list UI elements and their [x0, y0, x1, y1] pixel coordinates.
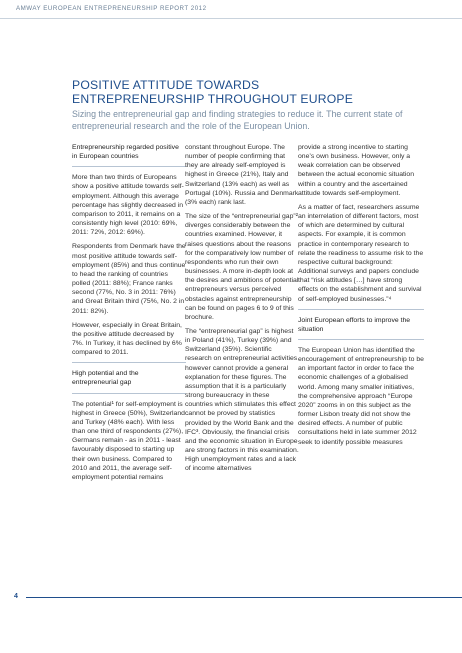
subheading-divider [72, 166, 186, 167]
text-column-2 [185, 143, 299, 478]
text-column-1 [72, 143, 186, 487]
paragraph: The size of the “entrepreneurial gap”² diverges considerably between the countries examined. However, it raises questions about the reasons for the comparatively low number of respondents who run their own businesses. A more in-depth look at the desires and ambitions of potential entrepreneurs versus perceived obstacles against entrepreneurship can be found on pages 6 to 9 of this brochure. [185, 213, 299, 321]
text-column-3 [298, 143, 424, 452]
paragraph: provide a strong incentive to starting one’s own business. However, only a weak correlation can be observed between the actual economic situation within a country and the ascertained attitude towards self-employment. [298, 144, 415, 197]
header-divider [0, 18, 462, 19]
paragraph: More than two thirds of Europeans show a positive attitude towards self-employment. Although this average percentage has slightly decreased in comparison to 2011, it remains on a consistently high level (2010: 69%, 2011: 72%, 2012: 69%). [72, 174, 184, 237]
footer-divider [26, 597, 462, 598]
title-line-2: ENTREPRENEURSHIP THROUGHOUT EUROPE [72, 91, 354, 106]
title-line-1: POSITIVE ATTITUDE TOWARDS [72, 78, 260, 92]
section-divider [72, 362, 186, 363]
paragraph: The potential¹ for self-employment is highest in Greece (50%), Switzerland and Turkey (48% each). With less than one third of respondents (27%), Germans remain - as in 2011 - least favourably disposed to starting up their own business. Compared to 2010 and 2011, the average self-employment potential remains [72, 400, 185, 481]
subheading: Entrepreneurship regarded positive in European countries [72, 144, 179, 161]
paragraph: Respondents from Denmark have the most positive attitude towards self-employment (85%) and thus continue to head the ranking of countries polled (2011: 88%); France ranks second (77%, No. 3 in 2011: 76%) and Great Britain third (75%, No. 2 in 2011: 82%). [72, 243, 186, 315]
paragraph: The European Union has identified the encouragement of entrepreneurship to be an important factor in order to face the economic challenges of a globalised world. Among many smaller initiatives, the comprehensive approach “Europe 2020” zooms in on this subject as the former Lisbon treaty did not show the desired effects. A number of public consultations held in late summer 2012 seek to identify possible measures [298, 346, 424, 446]
running-header [0, 0, 462, 22]
paragraph: constant throughout Europe. The number of people confirming that they are already self-employed is highest in Greece (21%), Italy and Switzerland (13% each) as well as Portugal (10%). Russia and Denmark (3% each) rank last. [185, 144, 299, 206]
subheading-divider [298, 339, 424, 340]
section-divider [298, 309, 424, 310]
paragraph: The “entrepreneurial gap” is highest in Poland (41%), Turkey (39%) and Switzerland (35%). Scientific research on entrepreneurial activities however cannot provide a general explanation for these figures. The assumption that it is a particularly strong bureaucracy in these countries which stimulates this effect cannot be proved by statistics provided by the World Bank and the IFC³. Obviously, the financial crisis and the economic situation in Europe are strong factors in this examination. High unemployment rates and a lack of income alternatives [185, 327, 299, 473]
subheading: Joint European efforts to improve the situation [298, 316, 411, 333]
paragraph: However, especially in Great Britain, the positive attitude decreased by 7%. In Turkey, it has declined by 6% compared to 2011. [72, 321, 182, 357]
running-head-text: AMWAY EUROPEAN ENTREPRENEURSHIP REPORT 2012 [16, 5, 207, 12]
article-subtitle: Sizing the entrepreneurial gap and finding strategies to reduce it. The current state of entrepreneurial research and the role of the European Union. [72, 109, 403, 131]
paragraph: As a matter of fact, researchers assume an interrelation of different factors, most of which are determined by cultural aspects. For example, it is common practice in contemporary research to relate the readiness to assume risk to the respective cultural background: Additional surveys and papers conclude that “risk attitudes […] have strong effects on the establishment and survival of self-employed businesses.”⁴ [298, 203, 424, 303]
subheading: High potential and the entrepreneurial gap [72, 370, 139, 387]
page-number: 4 [14, 593, 18, 600]
article-title [72, 79, 432, 106]
subheading-divider [72, 393, 186, 394]
